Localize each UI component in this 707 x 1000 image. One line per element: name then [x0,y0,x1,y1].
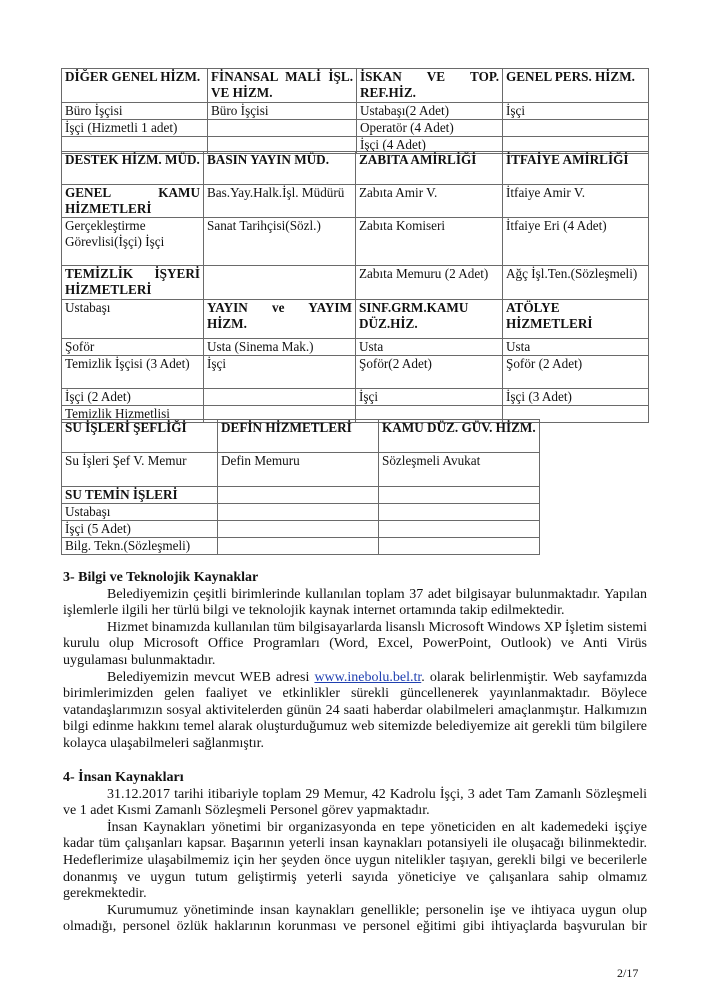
table-header-cell: DEFİN HİZMETLERİ [218,420,379,453]
table-cell: SINF.GRM.KAMU DÜZ.HİZ. [356,300,503,339]
table-cell [379,504,540,521]
staff-table-block-3 [61,419,540,555]
table-cell: İtfaiye Eri (4 Adet) [503,218,649,266]
table-cell: Usta [356,339,503,356]
table-cell: Ağç İşl.Ten.(Sözleşmeli) [503,266,649,300]
page-number: 2/17 [617,966,639,980]
table-cell [218,487,379,504]
table-cell: GENEL KAMU HİZMETLERİ [62,185,204,218]
table-cell: İşçi (Hizmetli 1 adet) [62,120,208,137]
table-cell: Şoför (2 Adet) [503,356,649,389]
table-header-cell: İSKAN VE TOP. REF.HİZ. [357,69,503,103]
table-cell: Su İşleri Şef V. Memur [62,453,218,487]
table-cell: Ustabaşı [62,504,218,521]
table-cell [379,538,540,555]
table-cell [503,120,649,137]
table-cell: Büro İşçisi [62,103,208,120]
table-row [62,339,649,356]
table-cell: YAYIN ve YAYIM HİZM. [204,300,356,339]
table-cell [204,266,356,300]
table-cell: Operatör (4 Adet) [357,120,503,137]
table-row [62,389,649,406]
table-cell: İşçi [356,389,503,406]
table-cell: Sözleşmeli Avukat [379,453,540,487]
table-header-cell: GENEL PERS. HİZM. [503,69,649,103]
paragraph-text: . olarak belirlenmiştir. Web sayfamızda birimlerimizden gelen faaliyet ve etkinlikler sürekli güncellenerek yayınlanmaktadır. Böylece vatandaşlarımızın sosyal aktivitelerden günün 24 saati haberdar olabilmeleri amaçlanmıştır. Halkımızın bilgi edinme hakkını temel alarak oluşturduğumuz web sitemizde belediyemize ait gerekli tüm bilgilere kolayca ulaşabilmeleri sağlanmıştır. [63,669,647,751]
website-link[interactable]: www.inebolu.bel.tr [314,669,422,685]
section-human-resources [63,770,647,936]
table-row [62,103,649,120]
table-header-cell: DİĞER GENEL HİZM. [62,69,208,103]
table-header-cell: BASIN YAYIN MÜD. [204,152,356,185]
table-row [62,504,540,521]
table-cell: Temizlik İşçisi (3 Adet) [62,356,204,389]
table-row [62,120,649,137]
table-row [62,300,649,339]
table-cell [204,389,356,406]
table-cell: İtfaiye Amir V. [503,185,649,218]
table-cell: Usta [503,339,649,356]
table-cell: Gerçekleştirme Görevlisi(İşçi) İşçi [62,218,204,266]
table-cell [379,521,540,538]
paragraph: 31.12.2017 tarihi itibariyle toplam 29 Memur, 42 Kadrolu İşçi, 3 adet Tam Zamanlı Sözleşmeli ve 1 adet Kısmi Zamanlı Sözleşmeli Personel görev yapmaktadır. [63,786,647,819]
table-row [62,266,649,300]
table-header-cell: İTFAİYE AMİRLİĞİ [503,152,649,185]
table-cell: Bilg. Tekn.(Sözleşmeli) [62,538,218,555]
table-row [62,356,649,389]
table-row [62,521,540,538]
table-cell: Şoför(2 Adet) [356,356,503,389]
table-cell: Defin Memuru [218,453,379,487]
table-row [62,453,540,487]
table-cell: İşçi (4 Adet) [357,137,503,154]
table-header-cell: ZABITA AMİRLİĞİ [356,152,503,185]
paragraph: Belediyemizin çeşitli birimlerinde kullanılan toplam 37 adet bilgisayar bulunmaktadır. Yapılan işlemlerle ilgili her türlü bilgi ve teknolojik kaynak internet ortamında takip edilmektedir. [63,586,647,619]
table-cell: İşçi (3 Adet) [503,389,649,406]
table-cell [218,504,379,521]
table-cell [379,487,540,504]
paragraph: İnsan Kaynakları yönetimi bir organizasyonda en tepe yöneticiden en alt kademedeki işçiye kadar tüm çalışanları kapsar. Başarının yeterli insan kaynakları potansiyeli ile oluşacağı bilinmektedir. Hedeflerimize ulaşabilmemiz için her şeyden önce uygun nitelikler taşıyan, gerekli bilgi ve becerilerle donanmış ve uygun tutum geliştirmiş yeterli sayıda yöneticiye ve çalışanlara sahip olmamız gerekmektedir. [63,819,647,902]
table-cell: Bas.Yay.Halk.İşl. Müdürü [204,185,356,218]
table-header-cell: KAMU DÜZ. GÜV. HİZM. [379,420,540,453]
section-heading: 4- İnsan Kaynakları [63,770,184,785]
table-header-cell: SU İŞLERİ ŞEFLİĞİ [62,420,218,453]
table-cell [218,538,379,555]
table-cell: Zabıta Memuru (2 Adet) [356,266,503,300]
staff-table-block-2 [61,151,649,423]
table-cell: Şoför [62,339,204,356]
paragraph-text: Belediyemizin mevcut WEB adresi [107,669,315,685]
staff-table-block-1 [61,68,649,154]
table-cell: Ustabaşı [62,300,204,339]
table-header-row [62,152,649,185]
table-header-cell: FİNANSAL MALİ İŞL. VE HİZM. [208,69,357,103]
table-cell: Büro İşçisi [208,103,357,120]
table-cell: ATÖLYE HİZMETLERİ [503,300,649,339]
paragraph: Hizmet binamızda kullanılan tüm bilgisayarlarda lisanslı Microsoft Windows XP İşletim sistemi kurulu olup Microsoft Office Programları (Word, Excel, PowerPoint, Outlook) ve Anti Virüs uygulaması bulunmaktadır. [63,619,647,668]
table-row [62,185,649,218]
table-cell: İşçi [503,103,649,120]
paragraph [63,670,647,753]
table-row [62,487,540,504]
table-row [62,538,540,555]
table-cell: İşçi [204,356,356,389]
table-cell: Ustabaşı(2 Adet) [357,103,503,120]
table-cell: İşçi (5 Adet) [62,521,218,538]
table-cell: TEMİZLİK İŞYERİ HİZMETLERİ [62,266,204,300]
table-cell: Sanat Tarihçisi(Sözl.) [204,218,356,266]
table-cell: Zabıta Komiseri [356,218,503,266]
table-row [62,218,649,266]
table-header-row [62,420,540,453]
table-cell: Temizlik Hizmetlisi [62,406,204,423]
table-cell [208,120,357,137]
section-technology-resources [63,570,647,753]
table-cell [218,521,379,538]
table-cell: Zabıta Amir V. [356,185,503,218]
table-header-cell: DESTEK HİZM. MÜD. [62,152,204,185]
paragraph: Kurumumuz yönetiminde insan kaynakları genellikle; personelin işe ve ihtiyaca uygun olup olmadığı, personel özlük haklarının korunması ve personel eğitimi gibi ihtiyaçlarda başvurulan bir [63,902,647,935]
table-header-row [62,69,649,103]
section-heading: 3- Bilgi ve Teknolojik Kaynaklar [63,570,259,585]
table-cell: İşçi (2 Adet) [62,389,204,406]
table-cell: Usta (Sinema Mak.) [204,339,356,356]
table-cell: SU TEMİN İŞLERİ [62,487,218,504]
